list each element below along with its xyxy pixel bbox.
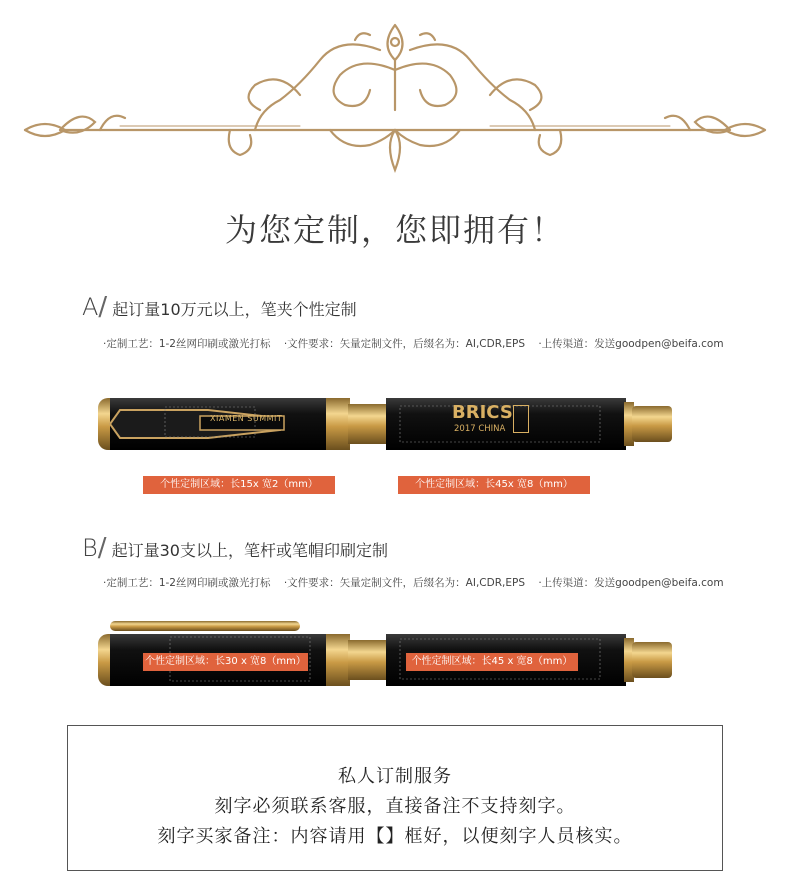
section-a-letter: A: [82, 293, 99, 321]
tag-a-barrel-area: 个性定制区域：长45x 宽8（mm）: [398, 476, 590, 494]
section-b-letter: B: [82, 534, 98, 562]
slash-divider: /: [97, 533, 107, 563]
pen-a-image: [90, 388, 690, 460]
slash-divider: /: [98, 292, 108, 322]
brics-logo-main: BRICS: [452, 402, 513, 423]
spec-process: ·定制工艺：1-2丝网印刷或激光打标: [103, 338, 271, 350]
pen-clip-engraving: XIAMEN SUMMIT: [210, 414, 283, 423]
notice-line-engraving: 刻字必须联系客服，直接备注不支持刻字。: [214, 796, 576, 817]
spec-file: ·文件要求：矢量定制文件，后缀名为：AI,CDR,EPS: [283, 577, 525, 589]
page-headline: 为您定制，您即拥有！: [224, 211, 565, 249]
spec-file: ·文件要求：矢量定制文件，后缀名为：AI,CDR,EPS: [283, 338, 525, 350]
notice-title: 私人订制服务: [338, 766, 452, 787]
section-a-title: 起订量10万元以上，笔夹个性定制: [112, 300, 357, 319]
brics-logo-mark-icon: [513, 405, 529, 433]
tag-a-clip-area: 个性定制区域：长15x 宽2（mm）: [143, 476, 335, 494]
spec-upload: ·上传渠道：发送goodpen@beifa.com: [538, 577, 724, 589]
section-a-specs: [103, 336, 734, 351]
section-b-specs: [103, 575, 734, 590]
tag-b-cap-area: 个性定制区域：长30 x 宽8（mm）: [143, 653, 308, 671]
section-a-header: [82, 292, 357, 322]
section-b-header: [82, 533, 388, 563]
tag-b-barrel-area: 个性定制区域：长45 x 宽8（mm）: [406, 653, 578, 671]
spec-process: ·定制工艺：1-2丝网印刷或激光打标: [103, 577, 271, 589]
decorative-ornament: [0, 0, 790, 190]
custom-service-notice: [67, 725, 723, 871]
spec-upload: ·上传渠道：发送goodpen@beifa.com: [538, 338, 724, 350]
brics-logo-sub: 2017 CHINA: [454, 424, 506, 434]
notice-line-remark: 刻字买家备注：内容请用【】框好，以便刻字人员核实。: [157, 826, 633, 847]
section-b-title: 起订量30支以上，笔杆或笔帽印刷定制: [111, 541, 388, 560]
